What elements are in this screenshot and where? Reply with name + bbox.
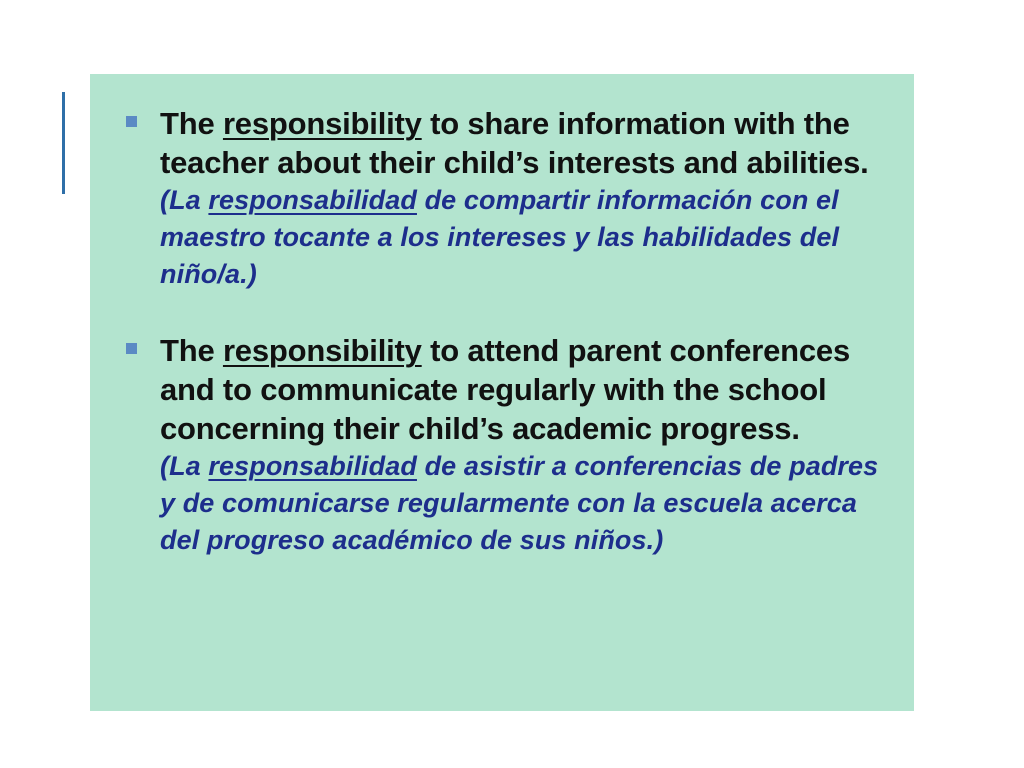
bullet-item-share-information — [124, 104, 900, 293]
spanish-underlined-word: responsabilidad — [208, 451, 417, 481]
spanish-text — [160, 182, 900, 293]
spanish-prefix: (La — [160, 185, 209, 215]
spanish-suffix: de asistir a conferencias de padres y de comunicarse regularmente con la escuela acerca del progreso académico de sus niños.) — [160, 451, 879, 555]
english-text — [160, 331, 900, 448]
square-bullet-icon — [126, 116, 137, 127]
square-bullet-icon — [126, 343, 137, 354]
english-underlined-word: responsibility — [222, 106, 422, 141]
english-prefix: The — [160, 333, 223, 368]
english-text — [160, 104, 900, 182]
spanish-text — [160, 448, 900, 559]
english-underlined-word: responsibility — [222, 333, 422, 368]
spanish-prefix: (La — [160, 451, 209, 481]
english-suffix: to share information with the teacher about their child’s interests and abilities. — [160, 106, 869, 180]
bullet-item-attend-conferences — [124, 331, 900, 559]
content-box — [90, 74, 914, 711]
spanish-suffix: de compartir información con el maestro tocante a los intereses y las habilidades del niño/a.) — [160, 185, 840, 289]
spanish-underlined-word: responsabilidad — [208, 185, 417, 215]
english-suffix: to attend parent conferences and to communicate regularly with the school concerning their child’s academic progress. — [160, 333, 850, 446]
accent-bar — [62, 92, 65, 194]
english-prefix: The — [160, 106, 223, 141]
